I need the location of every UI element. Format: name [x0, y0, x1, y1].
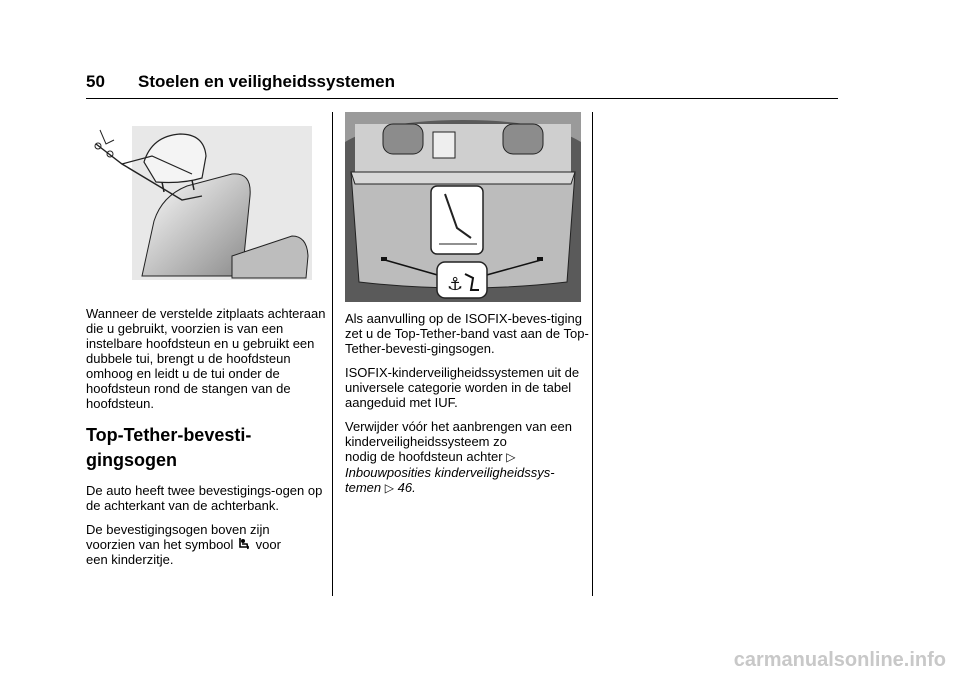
cargo-area-tether-anchors-illustration [345, 112, 581, 302]
paragraph-symbol [86, 522, 328, 567]
paragraph-head-restraint: Wanneer de verstelde zitplaats achteraan die u gebruikt, voorzien is van een instelbare hoofdsteun en u gebruikt een dubbele tui, brengt u de hoofdsteun omhoog en leidt u de tui onder de hoofdsteun rond de stangen van de hoofdsteun. [86, 306, 326, 411]
reference-arrow-icon: ▷ [506, 450, 516, 464]
header-divider [86, 98, 838, 99]
head-restraint-tether-illustration [92, 126, 312, 280]
paragraph-isofix: Als aanvulling op de ISOFIX-beves-tiging zet u de Top-Tether-band vast aan de Top-Tether-bevesti-gingsogen. [345, 311, 589, 356]
reference-link-title[interactable]: Inbouwposities kinderveiligheidssys-temen [345, 465, 555, 495]
paragraph-iuf: ISOFIX-kinderveiligheidssystemen uit de universele categorie worden in de tabel aangeduid met IUF. [345, 365, 580, 410]
symbol-text-line-2a: voorzien van het symbool [86, 537, 234, 552]
paragraph-anchors: De auto heeft twee bevestigings-ogen op de achterkant van de achterbank. [86, 483, 323, 513]
reference-page-number[interactable]: 46. [397, 480, 416, 495]
column-middle [345, 311, 589, 505]
child-seat-anchor-icon [237, 537, 252, 551]
column-left [86, 306, 328, 576]
heading-line-1: Top-Tether-bevesti- [86, 425, 252, 445]
column-divider-left [332, 112, 333, 596]
reference-arrow-icon: ▷ [384, 481, 394, 495]
paragraph-remove-head-restraint [345, 419, 589, 496]
page-number: 50 [86, 72, 105, 91]
section-title: Stoelen en veiligheidssystemen [138, 72, 395, 91]
watermark: carmanualsonline.info [733, 649, 946, 671]
symbol-text-line-1: De bevestigingsogen boven zijn [86, 522, 270, 537]
remove-text-line-2: nodig de hoofdsteun achter [345, 449, 503, 464]
svg-text:⚓: ⚓ [447, 274, 464, 295]
section-heading [86, 423, 328, 473]
symbol-text-line-3: een kinderzitje. [86, 552, 174, 567]
column-divider-right [592, 112, 593, 596]
heading-line-2: gingsogen [86, 450, 177, 470]
symbol-text-line-2b: voor [255, 537, 281, 552]
remove-text-line-1: Verwijder vóór het aanbrengen van een kinderveiligheidssysteem zo [345, 419, 572, 449]
